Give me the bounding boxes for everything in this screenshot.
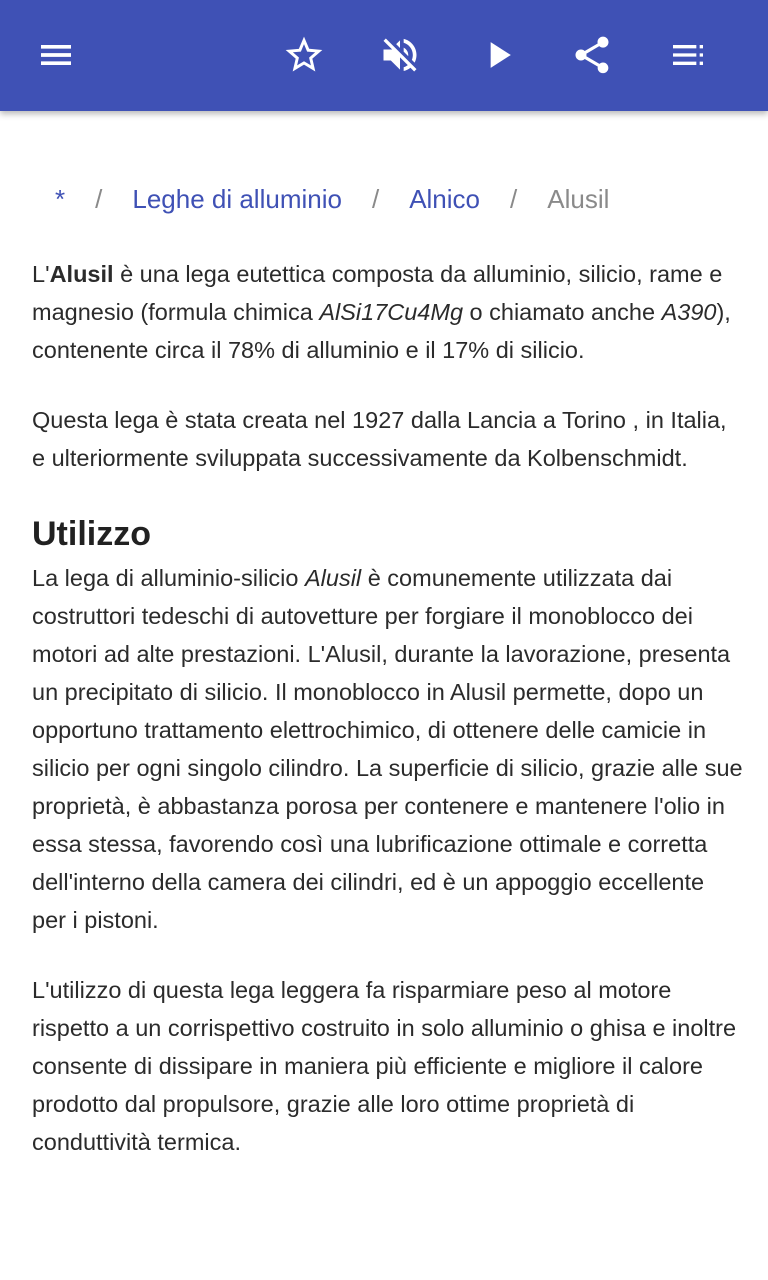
breadcrumb-separator: / — [95, 183, 103, 214]
history-paragraph: Questa lega è stata creata nel 1927 dalla Lancia a Torino , in Italia, e ulteriormente sviluppata successivamente da Kolbenschmidt. — [32, 407, 727, 471]
breadcrumb-home[interactable]: * — [55, 183, 66, 214]
section-heading-utilizzo: Utilizzo — [32, 515, 151, 553]
article-content — [0, 111, 768, 1280]
article-body — [32, 255, 744, 1193]
play-button[interactable] — [470, 27, 526, 83]
star-icon — [282, 33, 326, 77]
breadcrumb-item-leghe-di-alluminio[interactable]: Leghe di alluminio — [132, 183, 342, 214]
breadcrumb-separator: / — [371, 183, 380, 214]
breadcrumb-item-alnico[interactable]: Alnico — [409, 183, 481, 214]
usage-paragraph: La lega di alluminio-silicio Alusil è comunemente utilizzata dai costruttori tedeschi di autovetture per forgiare il monoblocco dei motori ad alte prestazioni. L'Alusil, durante la lavorazione, presenta un precipitato di silicio. Il monoblocco in Alusil permette, dopo un opportuno trattamento elettrochimico, di ottenere delle camicie in silicio per ogni singolo cilindro. La superficie di silicio, grazie alle sue proprietà, è abbastanza porosa per contenere e mantenere l'olio in essa stessa, favorendo così una lubrificazione ottimale e corretta dell'interno della camera dei cilindri, ed è un appoggio eccellente per i pistoni. — [32, 565, 743, 933]
bookmark-button[interactable] — [276, 27, 332, 83]
list-icon — [668, 35, 708, 75]
menu-icon — [36, 35, 76, 75]
menu-button[interactable] — [28, 27, 84, 83]
benefits-paragraph: L'utilizzo di questa lega leggera fa risparmiare peso al motore rispetto a un corrispettivo costruito in solo alluminio o ghisa e inoltre consente di dissipare in maniera più efficiente e migliore il calore prodotto dal propulsore, grazie alle loro ottime proprietà di conduttività termica. — [32, 977, 737, 1155]
intro-paragraph: L'Alusil è una lega eutettica composta da alluminio, silicio, rame e magnesio (formula chimica AlSi17Cu4Mg o chiamato anche A390), contenente circa il 78% di alluminio e il 17% di silicio. — [32, 261, 731, 363]
share-button[interactable] — [564, 27, 620, 83]
share-icon — [570, 33, 614, 77]
volume-off-icon — [378, 33, 422, 77]
play-icon — [476, 33, 520, 77]
app-toolbar — [0, 0, 768, 111]
table-of-contents-button[interactable] — [660, 27, 716, 83]
mute-button[interactable] — [372, 27, 428, 83]
breadcrumb-current: Alusil — [547, 183, 610, 214]
breadcrumb — [55, 181, 609, 217]
breadcrumb-separator: / — [510, 183, 518, 214]
